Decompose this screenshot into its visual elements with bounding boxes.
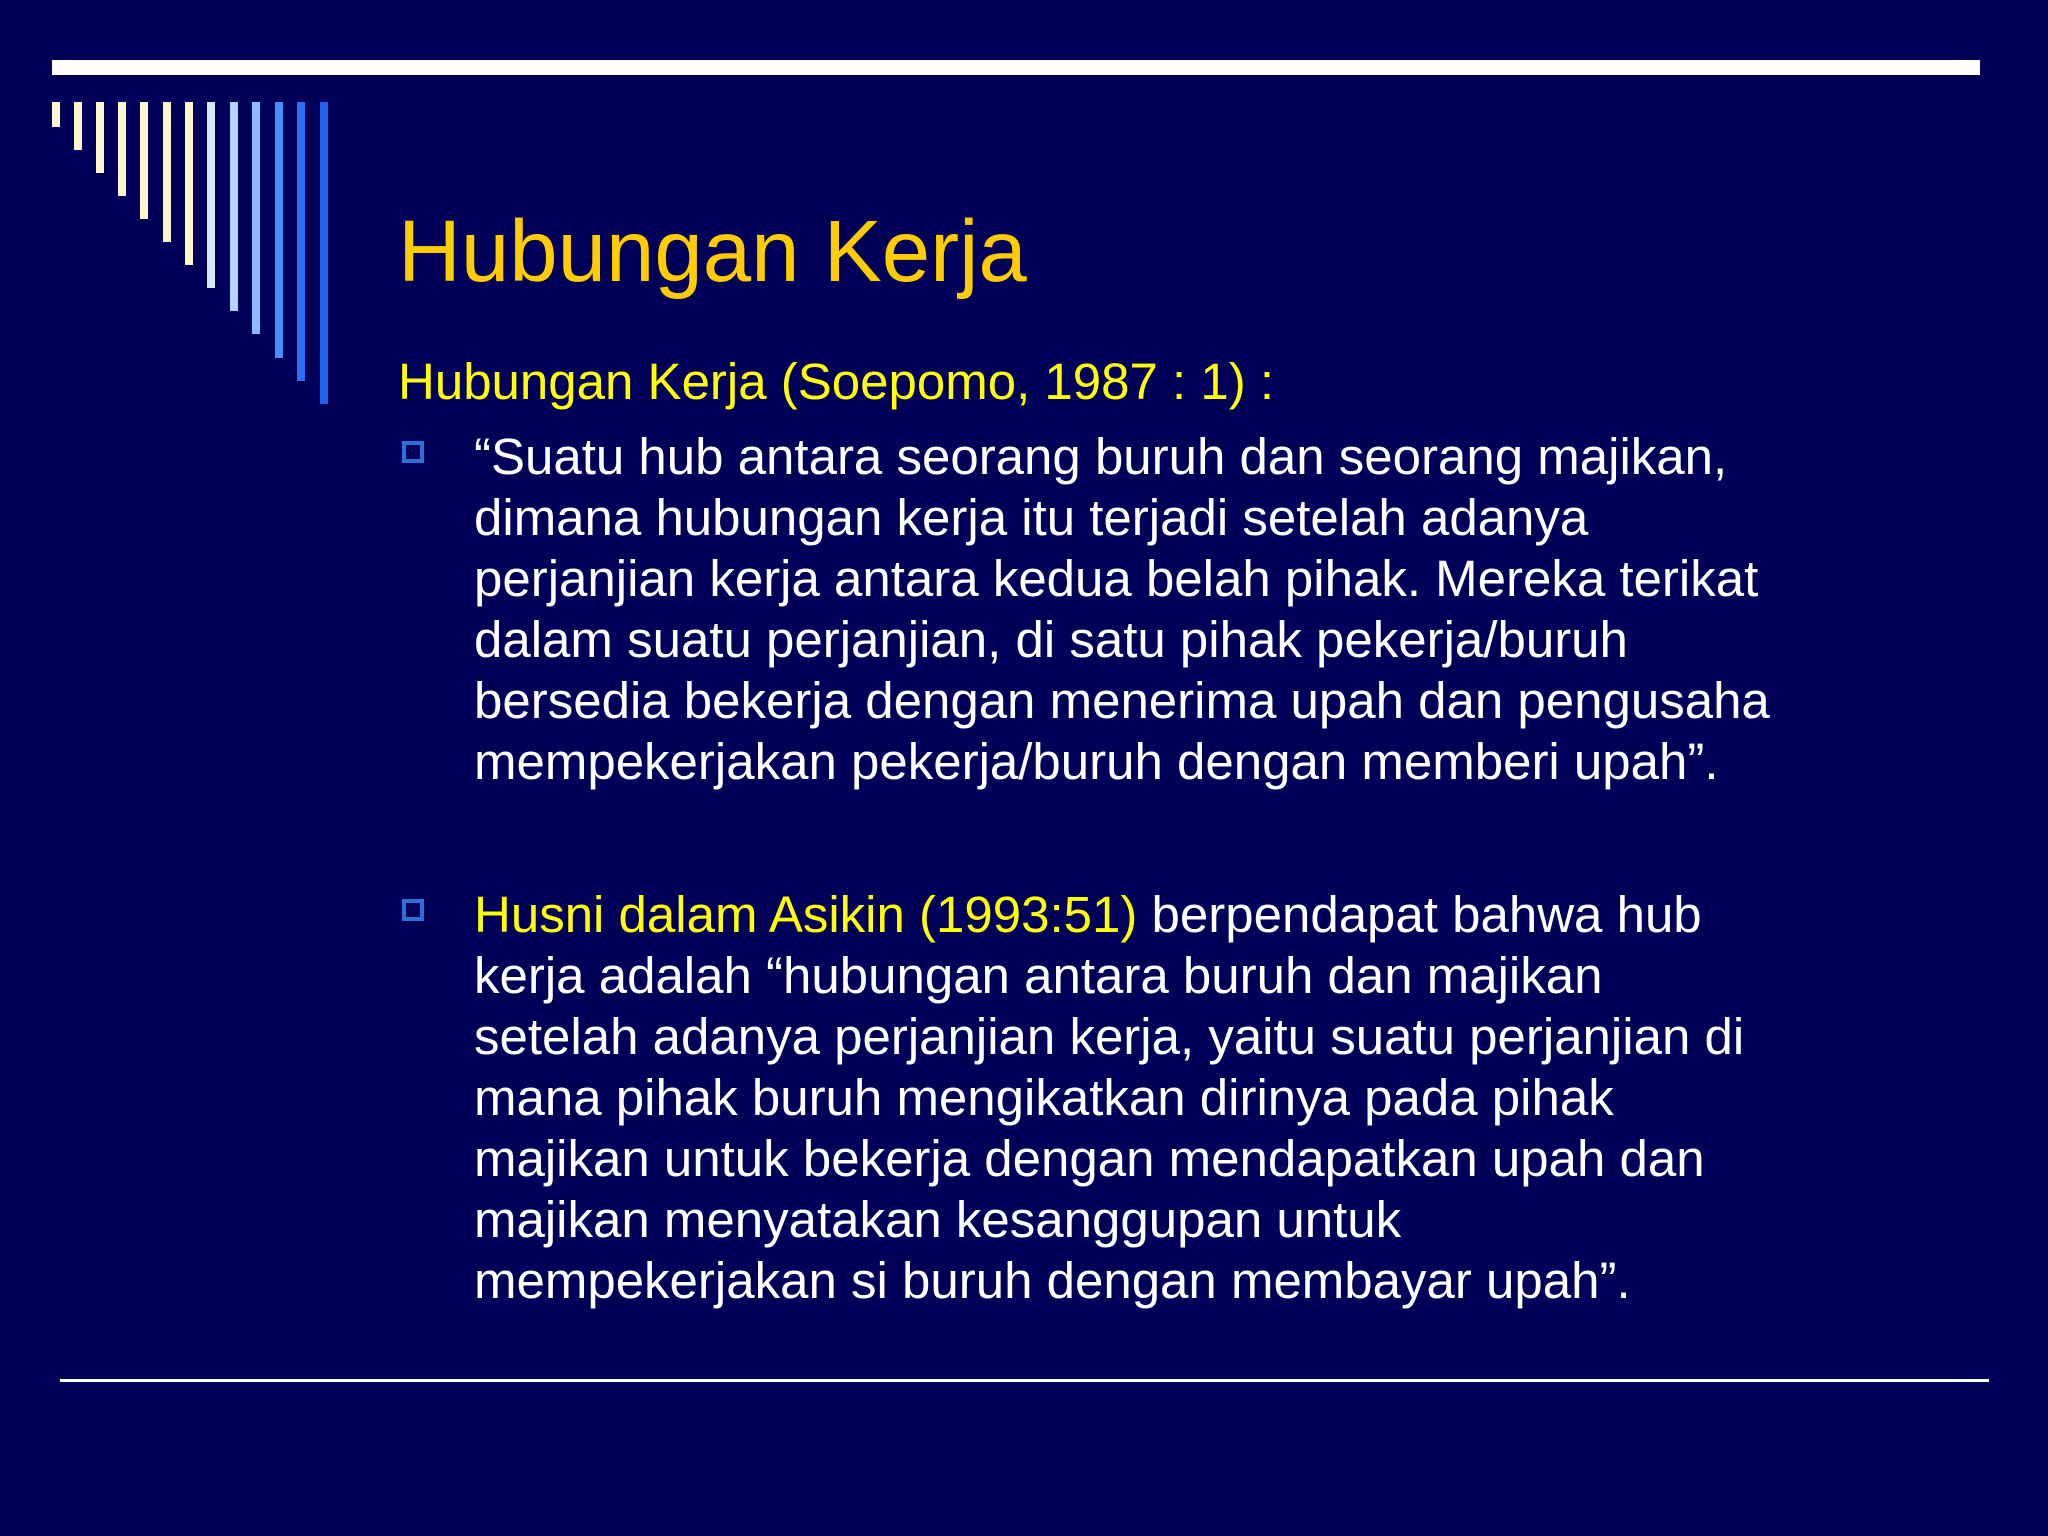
citation-text: Husni dalam Asikin (1993:51) [474,886,1138,943]
bullet-line: bersedia bekerja dengan menerima upah dan pengusaha [474,672,1770,729]
decorative-stripe [252,102,260,334]
bullet-line: mempekerjakan pekerja/buruh dengan memberi upah”. [474,733,1719,790]
bullet-line: majikan menyatakan kesanggupan untuk [474,1191,1402,1248]
decorative-stripe [118,102,126,196]
bullet-line: mempekerjakan si buruh dengan membayar upah”. [474,1252,1631,1309]
bullet-line: perjanjian kerja antara kedua belah pihak. Mereka terikat [474,550,1759,607]
top-divider [52,60,1980,75]
bullet-line: setelah adanya perjanjian kerja, yaitu suatu perjanjian di [474,1008,1745,1065]
decorative-stripe [207,102,215,288]
decorative-stripe [320,102,328,404]
slide-subtitle: Hubungan Kerja (Soepomo, 1987 : 1) : [398,353,1275,410]
bullet-line: dimana hubungan kerja itu terjadi setelah adanya [474,489,1589,546]
slide-title: Hubungan Kerja [398,203,1027,300]
decorative-stripe [185,102,193,265]
decorative-stripe [163,102,171,242]
bullet-line: mana pihak buruh mengikatkan dirinya pada pihak [474,1069,1614,1126]
bullet-line: dalam suatu perjanjian, di satu pihak pekerja/buruh [474,611,1628,668]
bottom-divider [60,1379,1989,1382]
bullet-line: “Suatu hub antara seorang buruh dan seorang majikan, [474,428,1728,485]
hollow-square-bullet-icon [402,441,424,463]
bullet-text [474,884,1974,1311]
bullet-line: kerja adalah “hubungan antara buruh dan majikan [474,947,1603,1004]
bullet-line-rest: berpendapat bahwa hub [1137,886,1702,943]
bullet-line: majikan untuk bekerja dengan mendapatkan upah dan [474,1130,1705,1187]
hollow-square-bullet-icon [402,899,424,921]
bullet-line [474,884,1974,945]
decorative-stripe [74,102,82,150]
decorative-stripe [230,102,238,311]
decorative-stripe [297,102,305,381]
decorative-stripe [140,102,148,219]
decorative-stripe [275,102,283,358]
bullet-text [474,426,1974,792]
decorative-stripe [52,102,60,127]
decorative-stripe [96,102,104,173]
